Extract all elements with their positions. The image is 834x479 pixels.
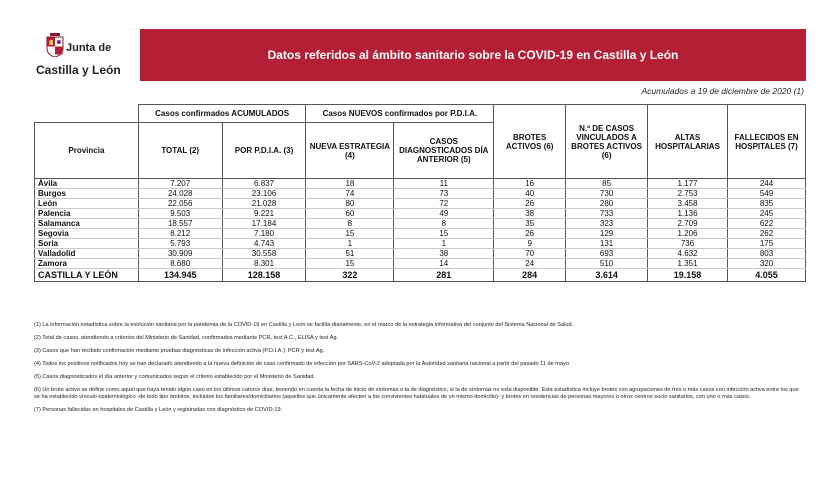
header-brotes: BROTES ACTIVOS (6) [494, 105, 566, 179]
table-row [35, 239, 806, 249]
cell-nueva: 15 [306, 229, 394, 239]
cell-pdia: 4.743 [222, 239, 306, 249]
cell-total: 8.212 [138, 229, 222, 239]
cell-total: 7.207 [138, 179, 222, 189]
table-row [35, 219, 806, 229]
cell-brotes: 26 [494, 229, 566, 239]
cell-pdia: 8.301 [222, 259, 306, 269]
cell-provincia: Burgos [35, 189, 139, 199]
cell-diag: 8 [394, 219, 494, 229]
cell-altas: 1.351 [648, 259, 728, 269]
cell-nueva: 1 [306, 239, 394, 249]
cell-fallecidos: 549 [728, 189, 806, 199]
title-banner [140, 29, 806, 81]
total-nueva: 322 [306, 269, 394, 282]
cell-pdia: 30.558 [222, 249, 306, 259]
cell-total: 5.793 [138, 239, 222, 249]
cell-nueva: 74 [306, 189, 394, 199]
cell-altas: 1.206 [648, 229, 728, 239]
cell-nueva: 8 [306, 219, 394, 229]
cell-brotes: 26 [494, 199, 566, 209]
cell-provincia: Ávila [35, 179, 139, 189]
cell-pdia: 9.221 [222, 209, 306, 219]
footnote: (5) Casos diagnosticados el día anterior y comunicados según el criterio establecido por el Ministerio de Sanidad. [34, 374, 316, 380]
table-row [35, 179, 806, 189]
cell-vinculados: 85 [566, 179, 648, 189]
cell-fallecidos: 244 [728, 179, 806, 189]
table-row [35, 209, 806, 219]
cell-brotes: 24 [494, 259, 566, 269]
footnote: (6) Un brote activo se define como aquel que haya tenido algún caso en los últimos catorce días, teniendo en cuenta la fecha de inicio de síntomas o la de diagnóstico, si la de síntomas no está disponible. Esta estadística incluye brotes con agrupaciones de tres o más casos con infección activa entre los que se ha establecido vínculo epidemiológico -de todo tipo ámbitos, incluidos los familiares/domiciliarios (aquellos que únicamente afecten a los convivientes habituales de un mismo domicilio)- y brotes en residencias de personas mayores u otros centros socio sanitarios, con uno o más casos. [34, 387, 799, 400]
cell-nueva: 18 [306, 179, 394, 189]
cell-provincia: Segovia [35, 229, 139, 239]
cell-total: 22.056 [138, 199, 222, 209]
cell-diag: 38 [394, 249, 494, 259]
header-fallecidos: FALLECIDOS EN HOSPITALES (7) [728, 105, 806, 179]
header-nueva-estrategia: NUEVA ESTRATEGIA (4) [306, 123, 394, 179]
cell-nueva: 80 [306, 199, 394, 209]
total-diag: 281 [394, 269, 494, 282]
header-diagnosticados: CASOS DIAGNOSTICADOS DÍA ANTERIOR (5) [394, 123, 494, 179]
cell-provincia: Zamora [35, 259, 139, 269]
cell-nueva: 51 [306, 249, 394, 259]
total-label: CASTILLA Y LEÓN [35, 269, 139, 282]
cell-vinculados: 693 [566, 249, 648, 259]
date-note: Acumulados a 19 de diciembre de 2020 (1) [641, 86, 804, 96]
cell-provincia: Soria [35, 239, 139, 249]
cell-pdia: 6.837 [222, 179, 306, 189]
cell-brotes: 38 [494, 209, 566, 219]
header-empty [35, 105, 139, 123]
cell-total: 18.557 [138, 219, 222, 229]
table-row [35, 189, 806, 199]
cell-provincia: León [35, 199, 139, 209]
junta-logo [36, 33, 126, 81]
table-row [35, 229, 806, 239]
cell-altas: 1.177 [648, 179, 728, 189]
cell-altas: 2.753 [648, 189, 728, 199]
cell-altas: 3.458 [648, 199, 728, 209]
cell-pdia: 17.184 [222, 219, 306, 229]
footnote: (3) Casos que han recibido confirmación mediante pruebas diagnósticas de infección activa (P.D.I.A.): PCR y test Ag. [34, 348, 325, 354]
cell-provincia: Salamanca [35, 219, 139, 229]
cell-provincia: Palencia [35, 209, 139, 219]
cell-total: 8.680 [138, 259, 222, 269]
cell-vinculados: 280 [566, 199, 648, 209]
logo-text-line1: Junta de [66, 42, 112, 54]
cell-brotes: 70 [494, 249, 566, 259]
footnotes [34, 322, 806, 420]
banner-title: Datos referidos al ámbito sanitario sobre la COVID-19 en Castilla y León [267, 48, 679, 62]
cell-fallecidos: 835 [728, 199, 806, 209]
cell-diag: 1 [394, 239, 494, 249]
coat-of-arms-icon [46, 33, 64, 57]
cell-diag: 72 [394, 199, 494, 209]
table-row [35, 249, 806, 259]
cell-diag: 11 [394, 179, 494, 189]
cell-fallecidos: 803 [728, 249, 806, 259]
covid-data-table [34, 104, 806, 282]
cell-vinculados: 129 [566, 229, 648, 239]
cell-vinculados: 323 [566, 219, 648, 229]
total-brotes: 284 [494, 269, 566, 282]
cell-total: 24.028 [138, 189, 222, 199]
footnote: (7) Personas fallecidas en hospitales de Castilla y León y registradas con diagnóstico de COVID-19. [34, 407, 283, 413]
cell-fallecidos: 245 [728, 209, 806, 219]
footnote: (2) Total de casos, atendiendo a criterios del Ministerio de Sanidad, confirmados mediante PCR, test A.C., ELISA y test Ag. [34, 335, 338, 341]
cell-brotes: 35 [494, 219, 566, 229]
header-provincia: Provincia [35, 123, 139, 179]
cell-diag: 15 [394, 229, 494, 239]
cell-diag: 73 [394, 189, 494, 199]
cell-altas: 1.136 [648, 209, 728, 219]
cell-fallecidos: 320 [728, 259, 806, 269]
total-pdia: 128.158 [222, 269, 306, 282]
cell-diag: 14 [394, 259, 494, 269]
cell-fallecidos: 622 [728, 219, 806, 229]
cell-altas: 4.632 [648, 249, 728, 259]
cell-total: 9.503 [138, 209, 222, 219]
cell-vinculados: 131 [566, 239, 648, 249]
footnote: (1) La información estadística sobre la evolución sanitaria por la pandemia de la COVID-19 en Castilla y León se facilita diariamente, en el marco de la estrategia informativa del conjunto del Sistema Nacional de Salud. [34, 322, 574, 328]
total-fallecidos: 4.055 [728, 269, 806, 282]
cell-nueva: 60 [306, 209, 394, 219]
cell-nueva: 15 [306, 259, 394, 269]
cell-pdia: 7.180 [222, 229, 306, 239]
cell-fallecidos: 262 [728, 229, 806, 239]
cell-pdia: 21.028 [222, 199, 306, 209]
cell-vinculados: 730 [566, 189, 648, 199]
cell-total: 30.909 [138, 249, 222, 259]
table-row [35, 199, 806, 209]
cell-altas: 736 [648, 239, 728, 249]
cell-altas: 2.709 [648, 219, 728, 229]
table-total-row [35, 269, 806, 282]
header-vinculados: N.º DE CASOS VINCULADOS A BROTES ACTIVOS (6) [566, 105, 648, 179]
header-group-nuevos: Casos NUEVOS confirmados por P.D.I.A. [306, 105, 494, 123]
total-vinculados: 3.614 [566, 269, 648, 282]
logo-text-line2: Castilla y León [36, 63, 121, 77]
cell-fallecidos: 175 [728, 239, 806, 249]
header-pdia: POR P.D.I.A. (3) [222, 123, 306, 179]
cell-provincia: Valladolid [35, 249, 139, 259]
cell-diag: 49 [394, 209, 494, 219]
total-total: 134.945 [138, 269, 222, 282]
header-group-acumulados: Casos confirmados ACUMULADOS [138, 105, 306, 123]
table-row [35, 259, 806, 269]
cell-vinculados: 733 [566, 209, 648, 219]
cell-brotes: 40 [494, 189, 566, 199]
header-altas: ALTAS HOSPITALARIAS [648, 105, 728, 179]
cell-vinculados: 510 [566, 259, 648, 269]
cell-brotes: 16 [494, 179, 566, 189]
header-total: TOTAL (2) [138, 123, 222, 179]
footnote: (4) Todos los positivos notificados hoy se han declarado atendiendo a la nueva definición de caso confirmado de infección por SARS-CoV-2 adoptada por la Autoridad sanitaria nacional a partir del pasado 11 de mayo. [34, 361, 571, 367]
cell-pdia: 23.106 [222, 189, 306, 199]
cell-brotes: 9 [494, 239, 566, 249]
total-altas: 19.158 [648, 269, 728, 282]
